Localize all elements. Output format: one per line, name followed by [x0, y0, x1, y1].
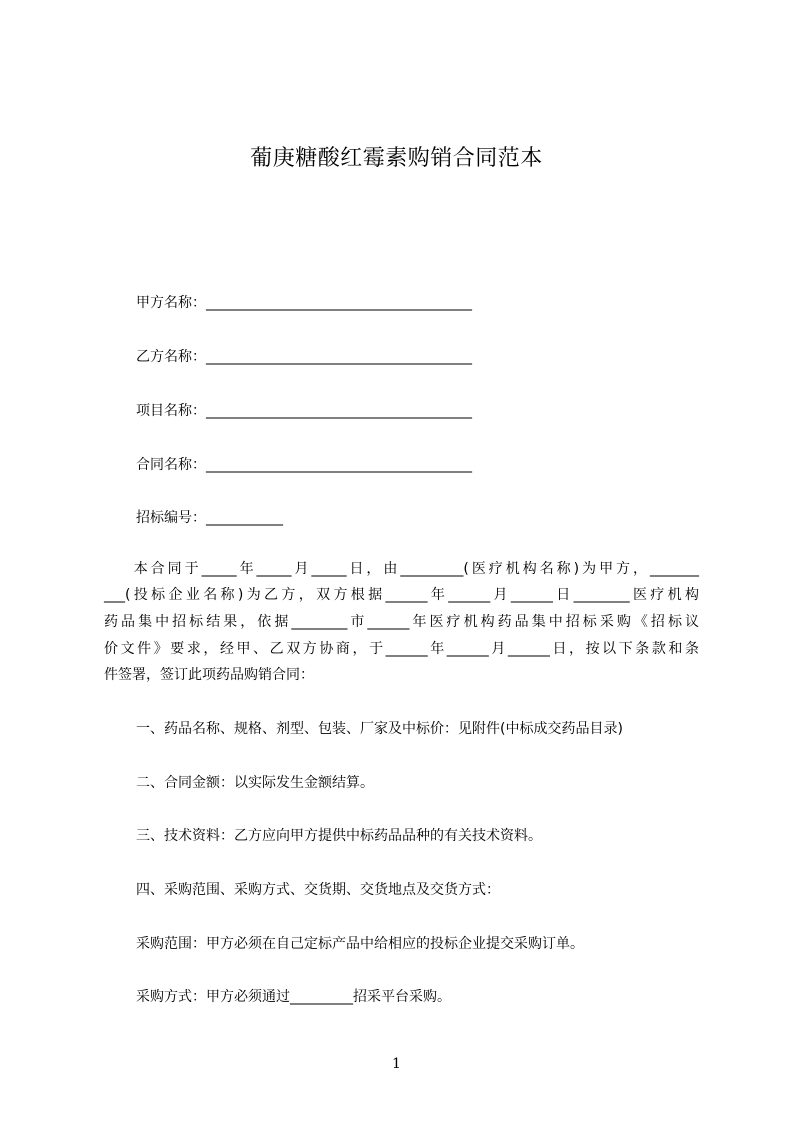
field-party-a — [136, 292, 472, 312]
intro-line-2: ___(投标企业名称)为乙方，双方根据______年______月______日________医疗机构 — [104, 587, 699, 603]
field-contract-name — [136, 454, 472, 474]
field-tender-number — [136, 507, 283, 527]
clause-method: 采购方式：甲方必须通过_________招采平台采购。 — [136, 989, 451, 1005]
field-party-b — [136, 346, 472, 366]
field-label: 合同名称： — [136, 457, 206, 473]
field-label: 项目名称： — [136, 403, 206, 419]
field-blank: ______________________________________ — [206, 349, 472, 365]
field-blank: ______________________________________ — [206, 403, 472, 419]
field-blank: ___________ — [206, 510, 283, 526]
page-number: 1 — [392, 1056, 401, 1072]
intro-line-5: 件签署，签订此项药品购销合同： — [104, 667, 314, 683]
clause-1: 一、药品名称、规格、剂型、包装、厂家及中标价：见附件(中标成交药品目录) — [136, 721, 623, 737]
clause-2: 二、合同金额：以实际发生金额结算。 — [136, 775, 374, 791]
field-blank: ______________________________________ — [206, 457, 472, 473]
field-label: 甲方名称： — [136, 295, 206, 311]
intro-line-3: 药品集中招标结果，依据________市______年医疗机构药品集中招标采购《招标议 — [104, 614, 699, 630]
intro-line-4: 价文件》要求，经甲、乙双方协商，于______年______月______日，按以下条款和条 — [104, 641, 699, 657]
clause-scope: 采购范围：甲方必须在自己定标产品中给相应的投标企业提交采购订单。 — [136, 936, 584, 952]
field-blank: ______________________________________ — [206, 295, 472, 311]
field-label: 乙方名称： — [136, 349, 206, 365]
field-label: 招标编号： — [136, 510, 206, 526]
intro-line-1: 本合同于_____年_____月_____日，由_________(医疗机构名称)为甲方，_______ — [104, 561, 699, 577]
clause-3: 三、技术资料：乙方应向甲方提供中标药品品种的有关技术资料。 — [136, 828, 542, 844]
document-title: 葡庚糖酸红霉素购销合同范本 — [250, 146, 543, 171]
clause-4: 四、采购范围、采购方式、交货期、交货地点及交货方式： — [136, 882, 500, 898]
field-project-name — [136, 400, 472, 420]
